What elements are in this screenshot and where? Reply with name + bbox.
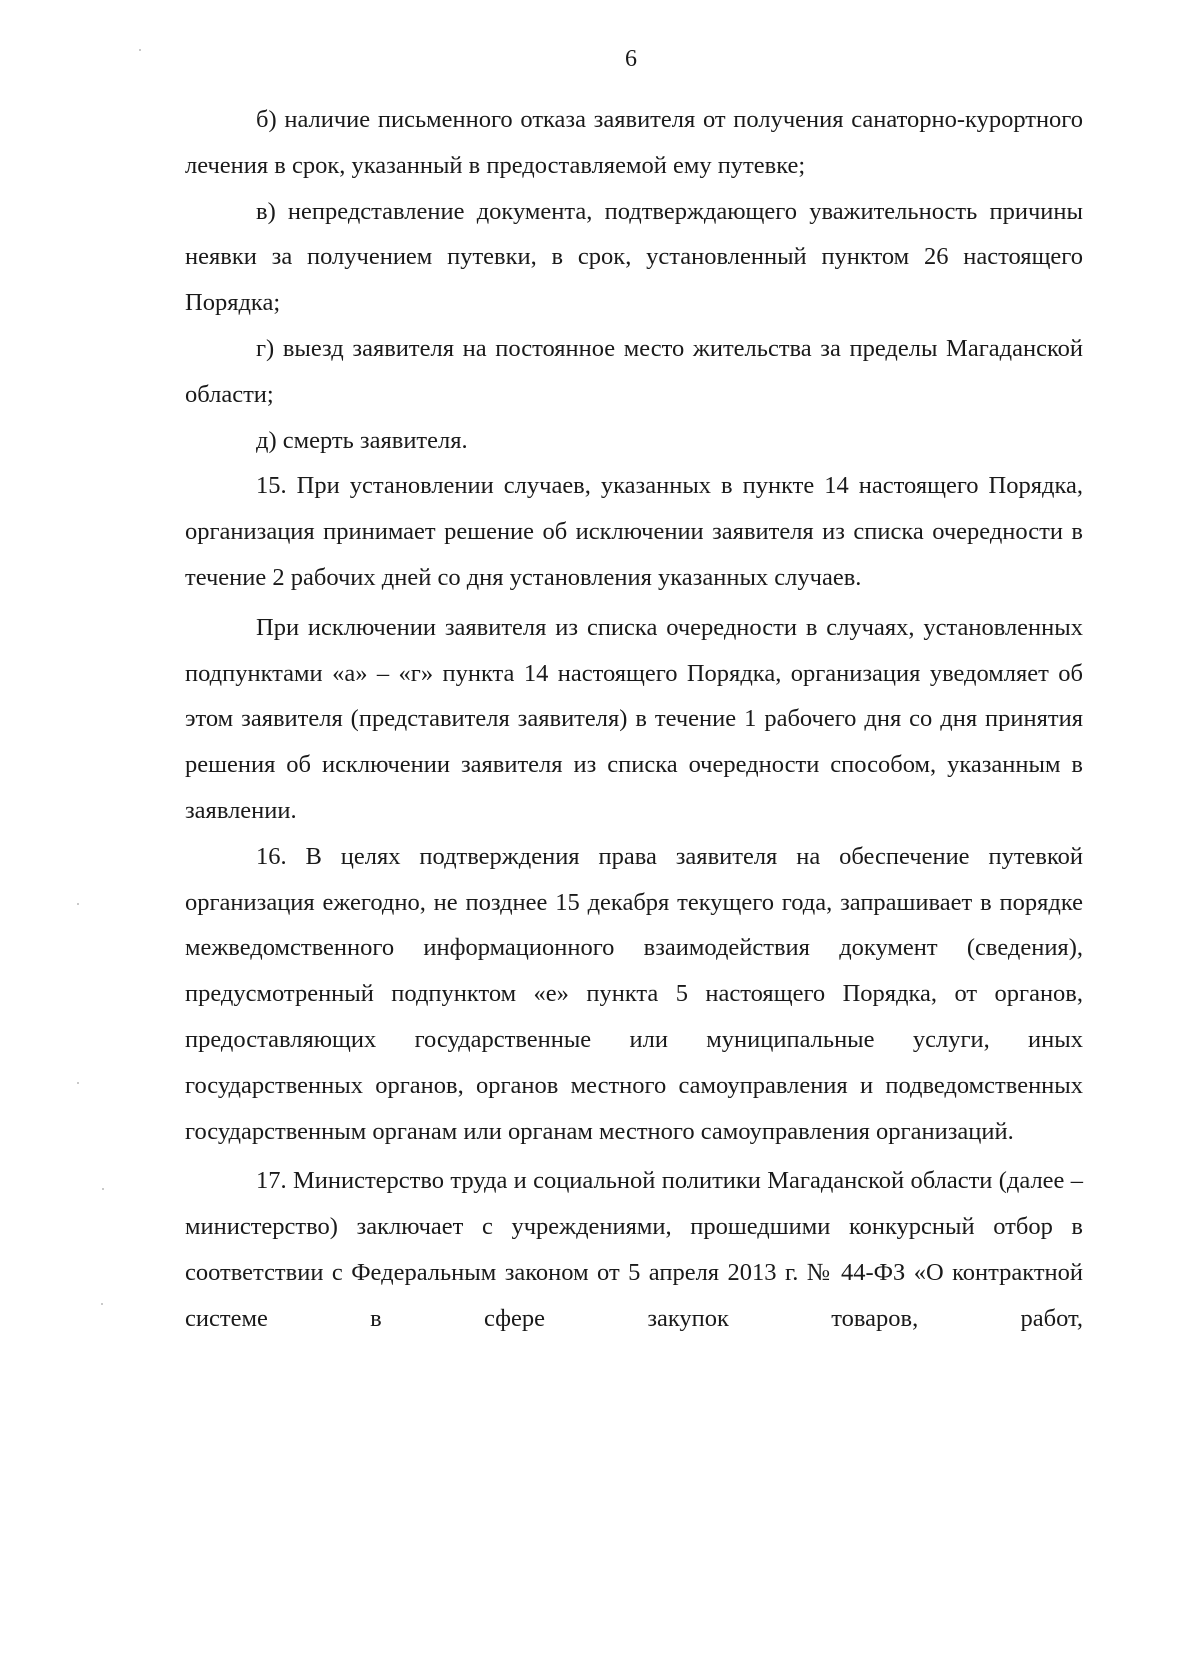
paragraph-v: в) непредставление документа, подтверждающего уважительность причины неявки за получением путевки, в срок, установленный пунктом 26 настоящего Порядка; [185,197,1083,317]
paragraph-d: д) смерть заявителя. [256,426,468,454]
document-body [185,97,1083,1342]
paragraph-15: 15. При установлении случаев, указанных в пункте 14 настоящего Порядка, организация принимает решение об исключении заявителя из списка очередности в течение 2 рабочих дней со дня установления указанных случаев. [185,472,1083,591]
paragraph-g: г) выезд заявителя на постоянное место жительства за пределы Магаданской области; [185,334,1083,408]
page-number: 6 [625,46,637,72]
paragraph-b: б) наличие письменного отказа заявителя от получения санаторно-курортного лечения в срок, указанный в предоставляемой ему путевке; [185,106,1083,179]
paragraph-17: 17. Министерство труда и социальной политики Магаданской области (далее – министерство) заключает с учреждениями, прошедшими конкурсный отбор в соответствии с Федеральным законом от 5 апреля 2013 г. № 44-ФЗ «О контрактной системе в сфере закупок товаров, работ, [185,1167,1083,1332]
paragraph-15-exclusion: При исключении заявителя из списка очередности в случаях, установленных подпунктами «а» – «г» пункта 14 настоящего Порядка, организация уведомляет об этом заявителя (представителя заявителя) в течение 1 рабочего дня со дня принятия решения об исключении заявителя из списка очередности способом, указанным в заявлении. [185,613,1083,824]
paragraph-16: 16. В целях подтверждения права заявителя на обеспечение путевкой организация ежегодно, не позднее 15 декабря текущего года, запрашивает в порядке межведомственного информационного взаимодействия документ (сведения), предусмотренный подпунктом «е» пункта 5 настоящего Порядка, от органов, предоставляющих государственные или муниципальные услуги, иных государственных органов, органов местного самоуправления и подведомственных государственным органам или органам местного самоуправления организаций. [185,842,1083,1145]
